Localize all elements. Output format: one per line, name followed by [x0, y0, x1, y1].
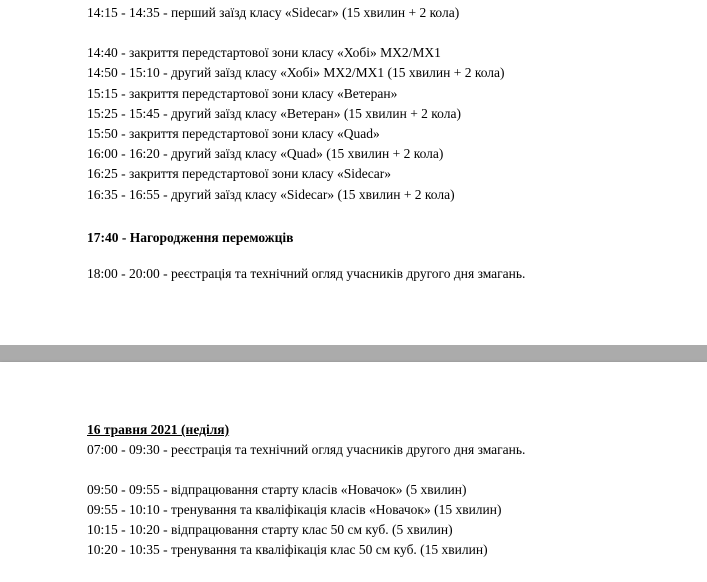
schedule-line: 16:25 - закриття передстартової зони класу «Sidecar»	[87, 166, 391, 181]
schedule-line: 14:40 - закриття передстартової зони класу «Хобі» MX2/MX1	[87, 45, 441, 60]
schedule-line: 15:25 - 15:45 - другий заїзд класу «Ветеран» (15 хвилин + 2 кола)	[87, 106, 461, 121]
schedule-line: 15:15 - закриття передстартової зони класу «Ветеран»	[87, 86, 398, 101]
schedule-line: 07:00 - 09:30 - реєстрація та технічний огляд учасників другого дня змагань.	[87, 442, 526, 457]
page-gap	[0, 345, 707, 362]
registration-line: 18:00 - 20:00 - реєстрація та технічний огляд учасників другого дня змагань.	[87, 266, 526, 281]
schedule-line: 10:20 - 10:35 - тренування та кваліфікація клас 50 см куб. (15 хвилин)	[87, 542, 488, 557]
awards-line: 17:40 - Нагородження переможців	[87, 230, 294, 245]
schedule-line: 10:15 - 10:20 - відпрацювання старту клас 50 см куб. (5 хвилин)	[87, 522, 453, 537]
schedule-line: 16:35 - 16:55 - другий заїзд класу «Sidecar» (15 хвилин + 2 кола)	[87, 187, 455, 202]
schedule-line: 14:15 - 14:35 - перший заїзд класу «Sidecar» (15 хвилин + 2 кола)	[87, 5, 460, 20]
schedule-line: 09:50 - 09:55 - відпрацювання старту класів «Новачок» (5 хвилин)	[87, 482, 467, 497]
schedule-line: 16:00 - 16:20 - другий заїзд класу «Quad» (15 хвилин + 2 кола)	[87, 146, 444, 161]
date-heading: 16 травня 2021 (неділя)	[87, 422, 230, 437]
schedule-line: 14:50 - 15:10 - другий заїзд класу «Хобі» MX2/MX1 (15 хвилин + 2 кола)	[87, 65, 505, 80]
schedule-line: 09:55 - 10:10 - тренування та кваліфікація класів «Новачок» (15 хвилин)	[87, 502, 502, 517]
schedule-line: 15:50 - закриття передстартової зони класу «Quad»	[87, 126, 380, 141]
